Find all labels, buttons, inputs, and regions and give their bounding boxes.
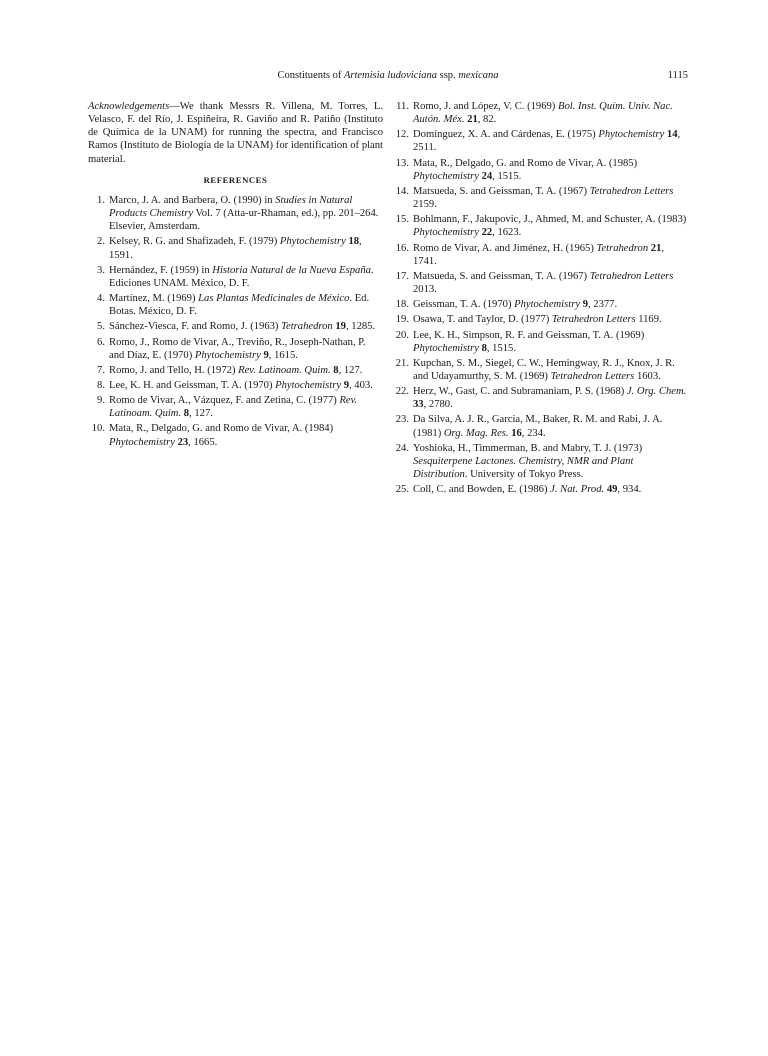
reference-text [109,379,383,392]
reference-italic-part: Studies in Natural Products Chemistry [109,194,353,220]
reference-number: 23. [395,414,409,426]
reference-part: Marco, J. A. and Barbera, O. (1990) in [109,194,276,206]
reference-italic-part: Phytochemistry [275,379,342,391]
reference-text [109,394,383,420]
reference-volume: 21 [650,242,662,254]
reference-text [413,298,689,311]
reference-number: 2. [97,236,105,248]
reference-part: Martínez, M. (1969) [109,293,199,305]
reference-text [413,242,689,268]
reference-italic-part: Phytochemistry [413,342,479,354]
reference-text [413,270,689,296]
reference-item [392,270,689,296]
reference-part: , 1285. [345,321,376,333]
reference-italic-part: Tetrahedron Letters [551,314,636,326]
reference-item [392,185,689,211]
reference-part: Lee, K. H., Simpson, R. F. and Geissman, T. A. (1969) [413,329,645,341]
reference-italic-part: J. Org. Chem. [626,386,687,398]
reference-item [392,157,689,183]
reference-part: , 2511. [413,129,681,154]
reference-volume: 16 [511,427,522,439]
reference-item [88,394,383,420]
reference-part: , 1515. [486,342,516,354]
reference-item [88,292,383,318]
reference-number: 11. [396,101,409,112]
running-title-subspecies: mexicana [458,70,499,81]
reference-volume: 19 [335,321,346,333]
reference-number: 16. [395,242,409,254]
reference-item [392,357,689,383]
reference-number: 4. [97,293,105,305]
reference-item [392,128,689,154]
reference-part: Romo de Vivar, A., Vázquez, F. and Zetina, C. (1977) [109,395,340,407]
reference-text [109,292,383,318]
reference-part: , 934. [617,484,642,496]
page-number: 1115 [667,70,688,81]
reference-part: , 1623. [492,227,522,239]
reference-text [413,329,689,355]
reference-text [413,128,689,154]
reference-text [413,385,689,411]
reference-part: Romo, J. and Tello, H. (1972) [109,364,239,376]
reference-item [88,194,383,233]
reference-italic-part: Phytochemistry [413,170,479,182]
reference-part: , 82. [477,114,497,126]
reference-item [392,413,689,439]
reference-volume: 8 [333,364,339,376]
reference-part: 2159. [413,199,437,211]
reference-part: Osawa, T. and Taylor, D. (1977) [413,314,552,326]
reference-part: Romo, J., Romo de Vivar, A., Treviño, R., Joseph-Nathan, P. and Díaz, E. (1970) [109,336,366,361]
reference-part: , 1515. [492,170,522,182]
reference-volume: 8 [183,408,190,420]
reference-item [88,320,383,333]
reference-part: Hernández, F. (1959) in [109,264,213,276]
reference-part: Geissman, T. A. (1970) [413,299,515,311]
reference-number: 21. [395,357,409,369]
reference-italic-part: Phytochemistry [413,227,479,239]
reference-part: Kelsey, R. G. and Shafizadeh, F. (1979) [109,236,280,248]
reference-italic-part: Rev. Latinoam. Quim. [109,395,358,420]
reference-italic-part: J. Nat. Prod. [550,484,605,496]
reference-italic-part: Phytochemistry [194,349,261,361]
reference-part: , 1741. [413,242,665,267]
reference-number: 1. [97,194,105,206]
left-column [88,100,383,451]
running-title-text-2: ssp. [437,70,459,81]
reference-text [109,320,383,333]
reference-part: Vol. 7 (Atta-ur-Rhaman, ed.), pp. 201–264. Elsevier, Amsterdam. [109,208,379,233]
running-header [88,70,688,86]
reference-italic-part: Tetrahedron Letters [550,370,635,382]
reference-text [109,364,383,377]
reference-number: 24. [395,442,409,454]
reference-volume: 21 [467,114,478,126]
reference-item [392,442,689,481]
running-title-text: Constituents of [277,70,344,81]
reference-part: Bohlmann, F., Jakupovic, J., Ahmed, M. and Schuster, A. (1983) [413,214,687,226]
reference-volume: 24 [481,170,493,182]
reference-part: , 403. [349,379,373,391]
reference-part: , 1665. [188,436,218,448]
reference-italic-part: Phytochemistry [279,236,346,248]
reference-number: 8. [97,379,105,391]
acknowledgements [88,100,383,166]
reference-part: Yoshioka, H., Timmerman, B. and Mabry, T. J. (1973) [413,442,643,454]
reference-volume: 9 [582,299,588,311]
reference-item [392,483,689,496]
reference-text [413,413,689,439]
reference-italic-part: Bol. Inst. Quím. Univ. Nac. Autón. Méx. [413,101,673,126]
reference-number: 14. [395,185,409,197]
reference-number: 19. [395,314,409,326]
reference-part: , 127. [338,364,363,376]
reference-part: , 1615. [268,349,298,361]
reference-italic-part: Phytochemistry [514,299,581,311]
reference-number: 17. [395,270,409,282]
reference-part: Romo de Vivar, A. and Jiménez, H. (1965) [413,242,597,254]
reference-part: 2013. [413,284,437,296]
reference-text [413,357,689,383]
reference-text [109,336,383,362]
acknowledgements-text: —We thank Messrs R. Villena, M. Torres, L. Velasco, F. del Río, J. Espiñeira, R. Gaviño and R. Patiño (Instituto de Química de la UNAM) for running the spectra, and Francisco Ramos (Instituto de Biología de la UNAM) for identification of plant material. [88,101,383,165]
reference-part: Kupchan, S. M., Siegel, C. W., Hemingway, R. J., Knox, J. R. and Udayamurthy, S. M. (1969) [413,357,675,382]
reference-volume: 14 [666,129,678,141]
reference-number: 13. [395,157,409,169]
reference-text [109,422,383,448]
reference-number: 22. [395,386,409,398]
reference-part: Da Silva, A. J. R., Garcia, M., Baker, R. M. and Rabi, J. A. (1981) [413,414,663,439]
reference-part: , 2377. [587,299,618,311]
reference-part: , 234. [521,427,546,439]
reference-number: 20. [395,329,409,341]
reference-text [413,100,689,126]
reference-text [413,313,689,326]
reference-item [392,329,689,355]
right-column [392,100,689,498]
reference-italic-part: Phytochemistry [109,436,175,448]
reference-text [413,185,689,211]
reference-italic-part: Phytochemistry [598,129,665,141]
reference-italic-part: Sesquiterpene Lactones. Chemistry, NMR and Plant Distribution [413,455,634,481]
reference-part: Lee, K. H. and Geissman, T. A. (1970) [109,379,276,391]
reference-part: 1603. [634,370,661,382]
reference-text [413,213,689,239]
reference-italic-part: Tetrahedron [596,242,649,254]
reference-italic-part: Tetrahedron Letters [589,270,674,282]
reference-number: 6. [97,336,105,348]
reference-part: . Ed. Botas. México, D. F. [109,293,370,318]
reference-item [392,100,689,126]
reference-number: 12. [395,129,409,141]
references-heading: REFERENCES [203,174,268,185]
reference-part: Romo, J. and López, V. C. (1969) [413,101,558,112]
reference-part: Matsueda, S. and Geissman, T. A. (1967) [413,270,590,282]
reference-italic-part: Rev. Latinoam. Quim. [238,364,331,376]
reference-number: 7. [97,364,105,376]
acknowledgements-lead: Acknowledgements [88,101,170,112]
reference-item [88,364,383,377]
running-title [88,70,688,81]
reference-italic-part: Org. Mag. Res. [443,427,509,439]
reference-part: , 2780. [423,399,453,411]
reference-text [109,235,383,261]
reference-part: Sánchez-Viesca, F. and Romo, J. (1963) [109,321,282,333]
reference-text [413,483,689,496]
reference-number: 18. [395,299,409,311]
reference-part: , 127. [189,408,213,420]
reference-italic-part: Historia Natural de la Nueva España [212,264,371,276]
reference-item [392,242,689,268]
reference-item [88,264,383,290]
reference-volume: 18 [348,236,360,248]
reference-italic-part: Las Plantas Medicinales de México [198,293,350,305]
reference-part: Mata, R., Delgado, G. and Romo de Vivar, A. (1984) [109,423,334,435]
references-list-left [88,194,383,449]
reference-text [109,264,383,290]
reference-number: 3. [97,264,105,276]
reference-item [392,385,689,411]
reference-part: Herz, W., Gast, C. and Subramaniam, P. S. (1968) [413,386,627,398]
reference-item [392,313,689,326]
reference-volume: 49 [606,484,618,496]
reference-italic-part: Tetrahedron Letters [589,185,674,197]
reference-volume: 22 [481,227,493,239]
reference-part: 1169. [635,314,662,326]
reference-volume: 8 [481,342,487,354]
reference-volume: 9 [343,379,349,391]
reference-number: 15. [395,214,409,226]
reference-item [88,379,383,392]
reference-number: 5. [97,321,105,333]
running-title-species: Artemisia ludoviciana [343,70,437,81]
reference-part: . University of Tokyo Press. [464,469,584,481]
reference-number: 25. [395,484,409,496]
reference-text [413,157,689,183]
reference-italic-part: Tetrahedron [281,321,333,333]
reference-number: 10. [91,423,105,435]
reference-text [109,194,383,233]
reference-volume: 23 [177,436,189,448]
reference-item [88,336,383,362]
reference-item [88,235,383,261]
reference-volume: 33 [413,399,424,411]
reference-number: 9. [97,395,105,407]
reference-volume: 9 [263,349,269,361]
reference-item [88,422,383,448]
references-list-right [392,100,689,496]
reference-part: Matsueda, S. and Geissman, T. A. (1967) [413,185,590,197]
reference-text [413,442,689,481]
reference-item [392,298,689,311]
reference-part: Mata, R., Delgado, G. and Romo de Vivar, A. (1985) [413,157,638,169]
reference-part: Coll, C. and Bowden, E. (1986) [413,484,551,496]
reference-item [392,213,689,239]
reference-part: . Ediciones UNAM. México, D. F. [109,264,374,289]
reference-part: , 1591. [109,236,362,261]
reference-part: Domínguez, X. A. and Cárdenas, E. (1975) [413,129,599,141]
